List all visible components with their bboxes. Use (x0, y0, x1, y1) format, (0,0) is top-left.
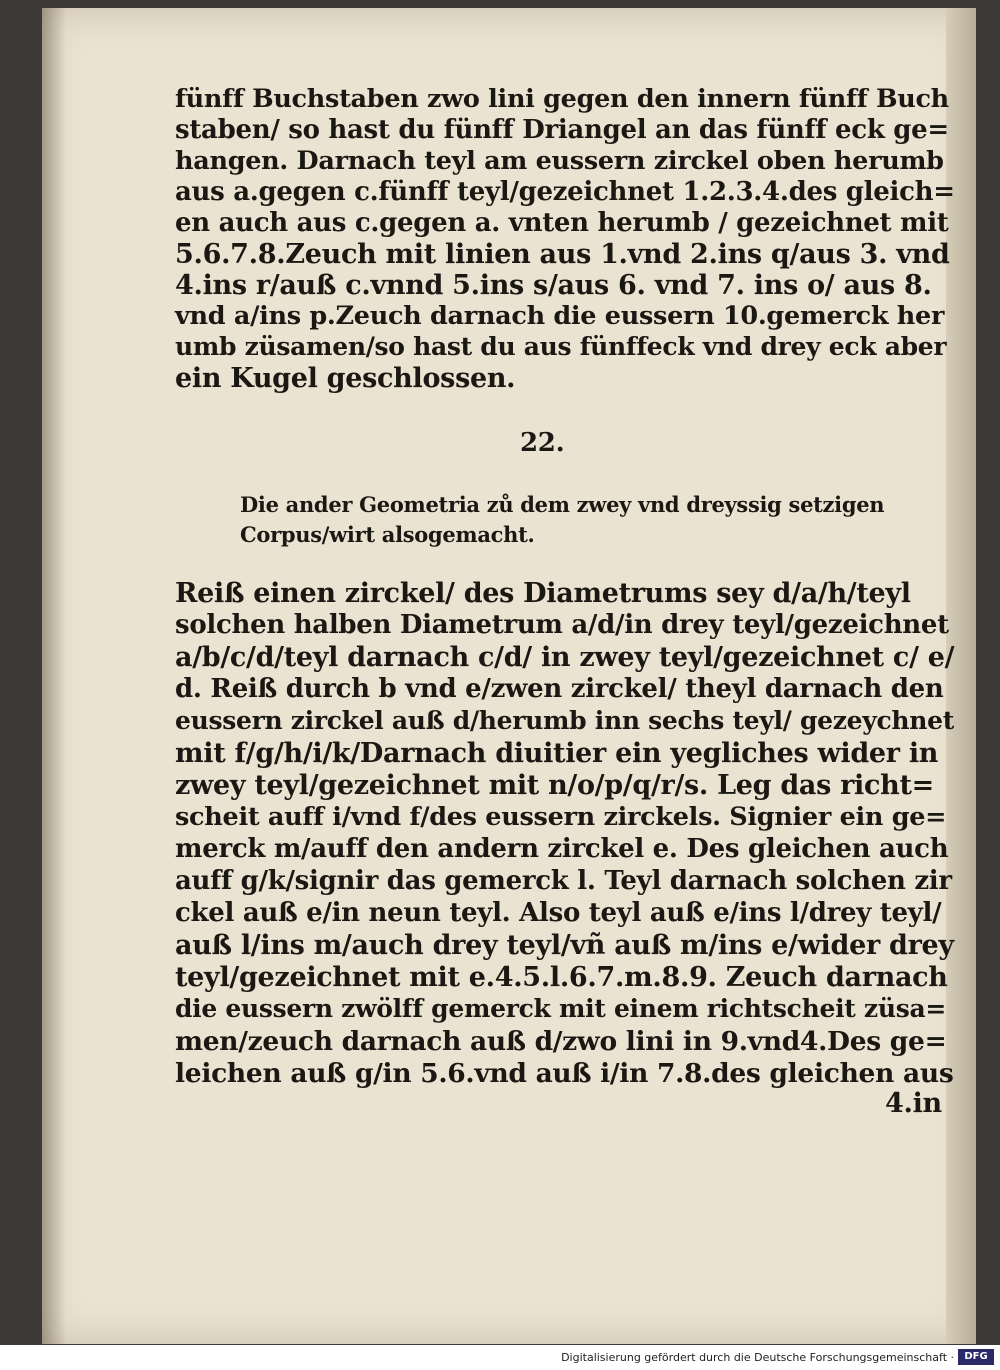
catchword: 4.in (885, 1088, 942, 1119)
text-line: ein Kugel geschlossen. (175, 363, 516, 394)
text-line: auff g/k/signir das gemerck l. Teyl darnach solchen zir (175, 866, 952, 896)
text-line: teyl/gezeichnet mit e.4.5.l.6.7.m.8.9. Zeuch darnach (175, 962, 948, 993)
text-line: d. Reiß durch b vnd e/zwen zirckel/ theyl darnach den (175, 674, 944, 704)
text-line: eussern zirckel auß d/herumb inn sechs teyl/ gezeychnet (175, 706, 955, 735)
text-line: fünff Buchstaben zwo lini gegen den innern fünff Buch (175, 84, 949, 114)
subheading-line: Corpus/wirt alsogemacht. (240, 522, 535, 547)
text-line: men/zeuch darnach auß d/zwo lini in 9.vnd4.Des ge= (175, 1026, 947, 1057)
text-line: vnd a/ins p.Zeuch darnach die eussern 10.gemerck her (175, 301, 945, 331)
text-line: hangen. Darnach teyl am eussern zirckel oben herumb (175, 146, 944, 176)
funding-credit: Digitalisierung gefördert durch die Deutsche Forschungsgemeinschaft · (561, 1351, 954, 1364)
text-line: auß l/ins m/auch drey teyl/vñ auß m/ins e/wider drey (175, 930, 954, 961)
text-line: scheit auff i/vnd f/des eussern zirckels. Signier ein ge= (175, 802, 947, 832)
text-line: leichen auß g/in 5.6.vnd auß i/in 7.8.des gleichen aus (175, 1058, 954, 1089)
dfg-logo: DFG (958, 1349, 994, 1365)
text-line: merck m/auff den andern zirckel e. Des gleichen auch (175, 834, 949, 864)
text-line: zwey teyl/gezeichnet mit n/o/p/q/r/s. Leg das richt= (175, 770, 934, 801)
text-line: staben/ so hast du fünff Driangel an das fünff eck ge= (175, 115, 949, 145)
text-line: ckel auß e/in neun teyl. Also teyl auß e/ins l/drey teyl/ (175, 898, 942, 928)
text-line: die eussern zwölff gemerck mit einem richtscheit züsa= (175, 994, 947, 1023)
subheading-line: Die ander Geometria zů dem zwey vnd dreyssig setzigen (240, 492, 885, 517)
text-line: 4.ins r/auß c.vnnd 5.ins s/aus 6. vnd 7. ins o/ aus 8. (175, 270, 932, 301)
gutter-shadow (42, 8, 66, 1344)
text-line: umb züsamen/so hast du aus fünffeck vnd drey eck aber (175, 332, 947, 361)
text-line: 5.6.7.8.Zeuch mit linien aus 1.vnd 2.ins q/aus 3. vnd (175, 239, 950, 270)
text-line: aus a.gegen c.fünff teyl/gezeichnet 1.2.3.4.des gleich= (175, 177, 955, 207)
text-line: en auch aus c.gegen a. vnten herumb / gezeichnet mit (175, 208, 949, 238)
text-line: mit f/g/h/i/k/Darnach diuitier ein yegliches wider in (175, 738, 939, 769)
text-line: solchen halben Diametrum a/d/in drey teyl/gezeichnet (175, 610, 949, 640)
text-line: Reiß einen zirckel/ des Diametrums sey d/a/h/teyl (175, 578, 911, 609)
page-edge (946, 8, 976, 1344)
section-number: 22. (520, 428, 565, 458)
footer-bar (0, 1345, 1000, 1370)
text-line: a/b/c/d/teyl darnach c/d/ in zwey teyl/gezeichnet c/ e/ (175, 642, 955, 673)
